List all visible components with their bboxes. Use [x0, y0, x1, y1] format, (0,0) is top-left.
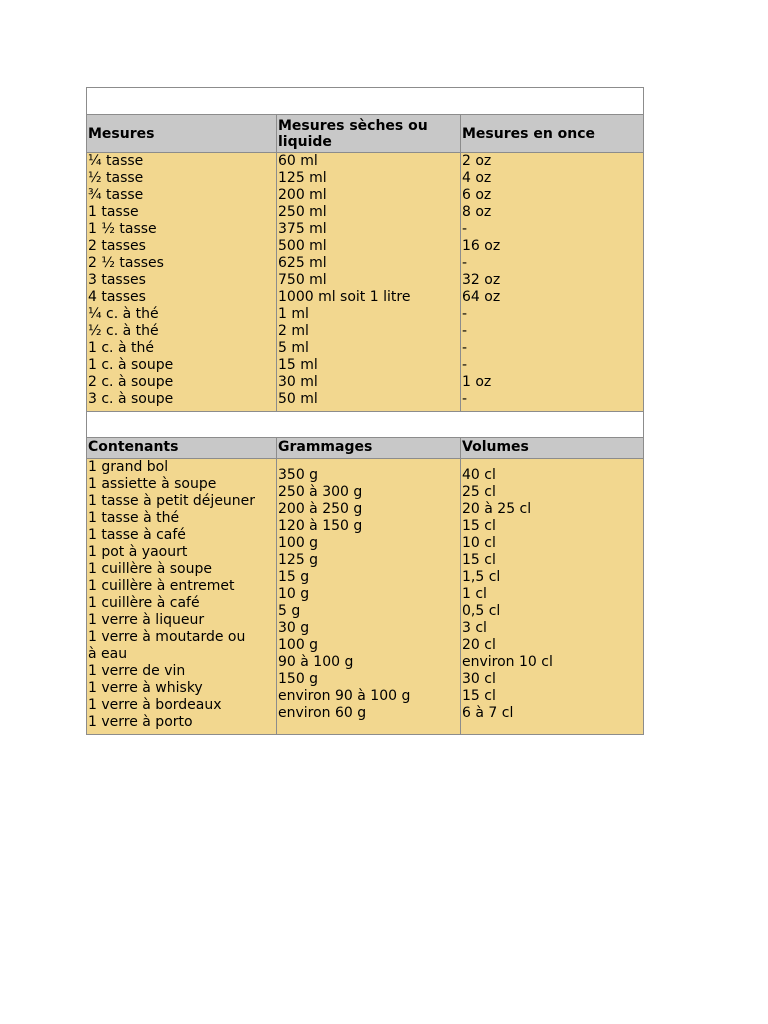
table1-cell: 8 oz [462, 204, 492, 220]
table2-volume-cell: 1,5 cl [462, 569, 501, 585]
table2-contenant-cell: 1 tasse à petit déjeuner [88, 493, 256, 509]
table1-cell: 50 ml [278, 391, 318, 407]
table1-cell: 32 oz [462, 272, 501, 288]
table2-contenant-cell: 1 verre à whisky [88, 680, 203, 696]
table1-cell: 3 tasses [88, 272, 146, 288]
table1-cell: 2 ½ tasses [88, 255, 164, 271]
table1-cell: 125 ml [278, 170, 327, 186]
table1-cell: 1 tasse [88, 204, 139, 220]
blank-row-top [87, 88, 643, 114]
spreadsheet [86, 87, 644, 735]
blank-row-separator [87, 411, 643, 437]
table2-grammage-cell: 90 à 100 g [278, 654, 354, 670]
table1-header-mesures-once: Mesures en once [462, 125, 596, 142]
table1-col-mesures-seches [277, 153, 461, 411]
table2-volume-cell: 6 à 7 cl [462, 705, 514, 721]
table1-cell: 15 ml [278, 357, 318, 373]
table1-cell: 5 ml [278, 340, 309, 356]
table1-body [87, 153, 643, 411]
table1-cell: 30 ml [278, 374, 318, 390]
table1-cell: 3 c. à soupe [88, 391, 174, 407]
table1-cell: - [462, 323, 468, 339]
table2-contenant-cell: 1 cuillère à entremet [88, 578, 235, 594]
table2-grammage-cell: 10 g [278, 586, 310, 602]
table1-cell: ¼ tasse [88, 153, 144, 169]
table2-volume-cell: 25 cl [462, 484, 496, 500]
table1-cell: ¼ c. à thé [88, 306, 159, 322]
table2-col-contenants [87, 459, 277, 734]
table2-volume-cell: 40 cl [462, 467, 496, 483]
table2-volume-cell: 15 cl [462, 518, 496, 534]
table2-header-grammages: Grammages [277, 438, 461, 458]
table2-grammage-cell: environ 90 à 100 g [278, 688, 411, 704]
table2-contenant-cell: 1 verre à bordeaux [88, 697, 222, 713]
table1-cell: - [462, 221, 468, 237]
table2-grammage-cell: 100 g [278, 637, 319, 653]
table1-cell: 750 ml [278, 272, 327, 288]
table2-volume-cell: 1 cl [462, 586, 487, 602]
table1-cell: - [462, 357, 468, 373]
table2-contenant-cell: 1 verre à liqueur [88, 612, 205, 628]
table2-grammage-cell: 100 g [278, 535, 319, 551]
table1-cell: 250 ml [278, 204, 327, 220]
table1-cell: 1 c. à thé [88, 340, 154, 356]
table2-contenant-cell: 1 verre à moutarde ou [88, 629, 246, 645]
table2-grammage-cell: 200 à 250 g [278, 501, 363, 517]
table1-cell: ¾ tasse [88, 187, 144, 203]
table1-cell: 2 ml [278, 323, 309, 339]
table2-col-volumes [461, 459, 643, 734]
table2-body [87, 459, 643, 734]
table1-col-mesures [87, 153, 277, 411]
table1-cell: 1 c. à soupe [88, 357, 174, 373]
table2-header-row [87, 437, 643, 459]
table2-contenant-cell: 1 cuillère à soupe [88, 561, 212, 577]
table2-grammage-cell: 250 à 300 g [278, 484, 363, 500]
table2-grammage-cell: 350 g [278, 467, 319, 483]
table1-cell: 6 oz [462, 187, 492, 203]
table2-grammage-cell: 125 g [278, 552, 319, 568]
table1-cell: 4 oz [462, 170, 492, 186]
table2-header-contenants: Contenants [87, 438, 277, 458]
table1-col-mesures-once [461, 153, 643, 411]
table1-header-row [87, 114, 643, 153]
table1-cell: 200 ml [278, 187, 327, 203]
table1-cell: 1000 ml soit 1 litre [278, 289, 411, 305]
table2-volume-cell: environ 10 cl [462, 654, 553, 670]
table2-contenant-cell: 1 assiette à soupe [88, 476, 217, 492]
table2-volume-cell: 10 cl [462, 535, 496, 551]
table1-cell: - [462, 340, 468, 356]
table2-volume-cell: 3 cl [462, 620, 487, 636]
table1-cell: 625 ml [278, 255, 327, 271]
table2-contenant-cell: 1 tasse à thé [88, 510, 180, 526]
table1-cell: 4 tasses [88, 289, 146, 305]
table1-cell: 2 c. à soupe [88, 374, 174, 390]
table2-grammage-cell: 5 g [278, 603, 301, 619]
table2-contenant-cell: 1 grand bol [88, 459, 169, 475]
table1-cell: 1 ½ tasse [88, 221, 157, 237]
table2-contenant-cell: 1 cuillère à café [88, 595, 200, 611]
table2-volume-cell: 0,5 cl [462, 603, 501, 619]
table2-volume-cell: 30 cl [462, 671, 496, 687]
table2-volume-cell: 15 cl [462, 688, 496, 704]
table1-cell: - [462, 391, 468, 407]
table2-volume-cell: 15 cl [462, 552, 496, 568]
table1-header-mesures: Mesures [87, 115, 277, 152]
table2-grammage-cell: 30 g [278, 620, 310, 636]
table2-contenant-cell: 1 tasse à café [88, 527, 186, 543]
table1-header-mesures-seches: Mesures sèches ou liquide [277, 115, 461, 152]
table2-contenant-cell: 1 pot à yaourt [88, 544, 188, 560]
table2-volume-cell: 20 cl [462, 637, 496, 653]
table1-cell: 64 oz [462, 289, 501, 305]
table1-cell: 500 ml [278, 238, 327, 254]
table2-contenant-cell: 1 verre de vin [88, 663, 186, 679]
table1-cell: 60 ml [278, 153, 318, 169]
table1-cell: ½ c. à thé [88, 323, 159, 339]
table2-contenant-cell: à eau [88, 646, 128, 662]
table1-cell: 16 oz [462, 238, 501, 254]
table2-grammage-cell: 120 à 150 g [278, 518, 363, 534]
table2-grammage-cell: 15 g [278, 569, 310, 585]
table2-grammage-cell: environ 60 g [278, 705, 367, 721]
table1-cell: - [462, 306, 468, 322]
table1-cell: 2 oz [462, 153, 492, 169]
table1-cell: 1 oz [462, 374, 492, 390]
table2-grammage-cell: 150 g [278, 671, 319, 687]
table2-volume-cell: 20 à 25 cl [462, 501, 532, 517]
table2-contenant-cell: 1 verre à porto [88, 714, 193, 730]
table1-cell: ½ tasse [88, 170, 144, 186]
table2-col-grammages [277, 459, 461, 734]
table1-cell: 2 tasses [88, 238, 146, 254]
table2-header-volumes: Volumes [462, 439, 529, 455]
table1-cell: 375 ml [278, 221, 327, 237]
table1-cell: - [462, 255, 468, 271]
table1-cell: 1 ml [278, 306, 309, 322]
